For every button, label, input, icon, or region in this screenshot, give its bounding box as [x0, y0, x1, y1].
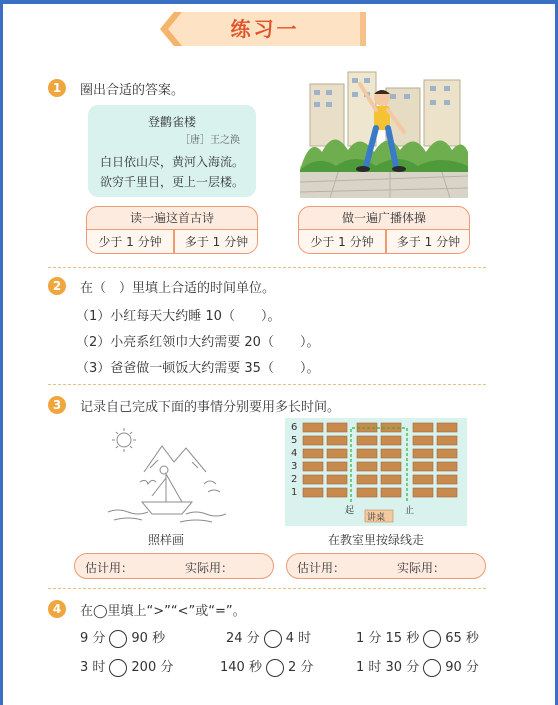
- compare-left: 1 分 15 秒: [356, 631, 420, 646]
- question-1-prompt: 圈出合适的答案。: [80, 83, 185, 98]
- page-title: 练习一: [230, 17, 300, 41]
- question-3-prompt: 记录自己完成下面的事情分别要用多长时间。: [80, 400, 341, 415]
- exercise-time-choice-box: [298, 206, 470, 254]
- row-number-6: 6: [291, 422, 298, 433]
- question-2-item-3[interactable]: （3）爸爸做一顿饭大约需要 35（ ）。: [76, 361, 320, 376]
- compare-left: 1 时 30 分: [356, 660, 420, 675]
- option-less-than-1-minute[interactable]: 少于 1 分钟: [310, 235, 374, 249]
- start-label: 起: [345, 506, 355, 516]
- option-more-than-1-minute[interactable]: 多于 1 分钟: [396, 235, 461, 249]
- row-number-5: 5: [291, 435, 298, 446]
- section-divider: [48, 267, 486, 268]
- row-number-4: 4: [291, 448, 298, 459]
- compare-right: 4 时: [285, 631, 312, 646]
- exercise-illustration: [300, 66, 468, 198]
- choice-box-heading: 做一遍广播体操: [341, 211, 426, 225]
- copy-drawing-illustration: [100, 422, 232, 526]
- poem-line-2: 欲穷千里目，更上一层楼。: [100, 175, 245, 189]
- option-more-than-1-minute[interactable]: 多于 1 分钟: [184, 235, 249, 249]
- compare-left: 9 分: [80, 631, 106, 646]
- question-2-item-2[interactable]: （2）小亮系红领巾大约需要 20（ ）。: [76, 335, 320, 350]
- actual-label: 实际用：: [397, 561, 446, 575]
- boy-exercising-icon: [300, 66, 468, 198]
- question-2-prompt: 在（ ）里填上合适的时间单位。: [80, 281, 276, 296]
- question-4-badge: 4: [48, 600, 66, 618]
- compare-answer-circle[interactable]: [266, 659, 284, 677]
- compare-answer-circle[interactable]: [109, 659, 127, 677]
- estimated-label: 估计用：: [297, 561, 346, 575]
- question-3-badge: 3: [48, 396, 66, 414]
- compare-item: [356, 656, 479, 677]
- estimated-label: 估计用：: [85, 561, 134, 575]
- question-4-prompt: 在◯里填上“>”“<”或“=”。: [80, 604, 246, 619]
- actual-label: 实际用：: [185, 561, 234, 575]
- poem-time-choice-box: [86, 206, 258, 254]
- compare-right: 90 分: [445, 660, 479, 675]
- compare-left: 140 秒: [220, 660, 262, 675]
- compare-item: [356, 627, 479, 648]
- question-2-item-1[interactable]: （1）小红每天大约睡 10（ ）。: [76, 309, 281, 324]
- end-label: 止: [405, 506, 415, 516]
- drawing-time-record[interactable]: [74, 553, 274, 579]
- right-task-caption: 在教室里按绿线走: [327, 533, 424, 547]
- walking-time-record[interactable]: [286, 553, 486, 579]
- compare-item: [226, 627, 311, 648]
- poem-card: [88, 105, 256, 197]
- podium-label: 讲桌: [367, 513, 386, 523]
- title-banner: [160, 12, 370, 46]
- compare-answer-circle[interactable]: [423, 659, 441, 677]
- compare-answer-circle[interactable]: [109, 630, 127, 648]
- choice-box-heading: 读一遍这首古诗: [129, 211, 214, 225]
- option-less-than-1-minute[interactable]: 少于 1 分钟: [98, 235, 162, 249]
- compare-answer-circle[interactable]: [264, 630, 282, 648]
- compare-item: [80, 627, 165, 648]
- frame-top-edge: [0, 0, 558, 4]
- choice-box-options: [87, 229, 257, 253]
- question-1-badge: 1: [48, 79, 66, 97]
- compare-right: 200 分: [131, 660, 174, 675]
- compare-right: 65 秒: [445, 631, 479, 646]
- section-divider: [48, 588, 486, 589]
- compare-left: 3 时: [80, 660, 106, 675]
- row-number-1: 1: [291, 487, 298, 498]
- classroom-map: [285, 418, 467, 526]
- row-number-2: 2: [291, 474, 298, 485]
- poem-author: ［唐］王之涣: [180, 135, 240, 146]
- left-task-caption: 照样画: [147, 533, 184, 547]
- poem-line-1: 白日依山尽，黄河入海流。: [100, 155, 245, 169]
- choice-box-options: [299, 229, 469, 253]
- compare-right: 90 秒: [131, 631, 166, 646]
- row-number-3: 3: [291, 461, 298, 472]
- section-divider: [48, 384, 486, 385]
- compare-right: 2 分: [287, 660, 314, 675]
- compare-item: [80, 656, 173, 677]
- question-2-badge: 2: [48, 277, 66, 295]
- compare-left: 24 分: [226, 631, 260, 646]
- poem-title: 登鹳雀楼: [147, 115, 196, 129]
- compare-item: [220, 656, 313, 677]
- compare-answer-circle[interactable]: [423, 630, 441, 648]
- fishing-boat-sketch-icon: [100, 422, 232, 526]
